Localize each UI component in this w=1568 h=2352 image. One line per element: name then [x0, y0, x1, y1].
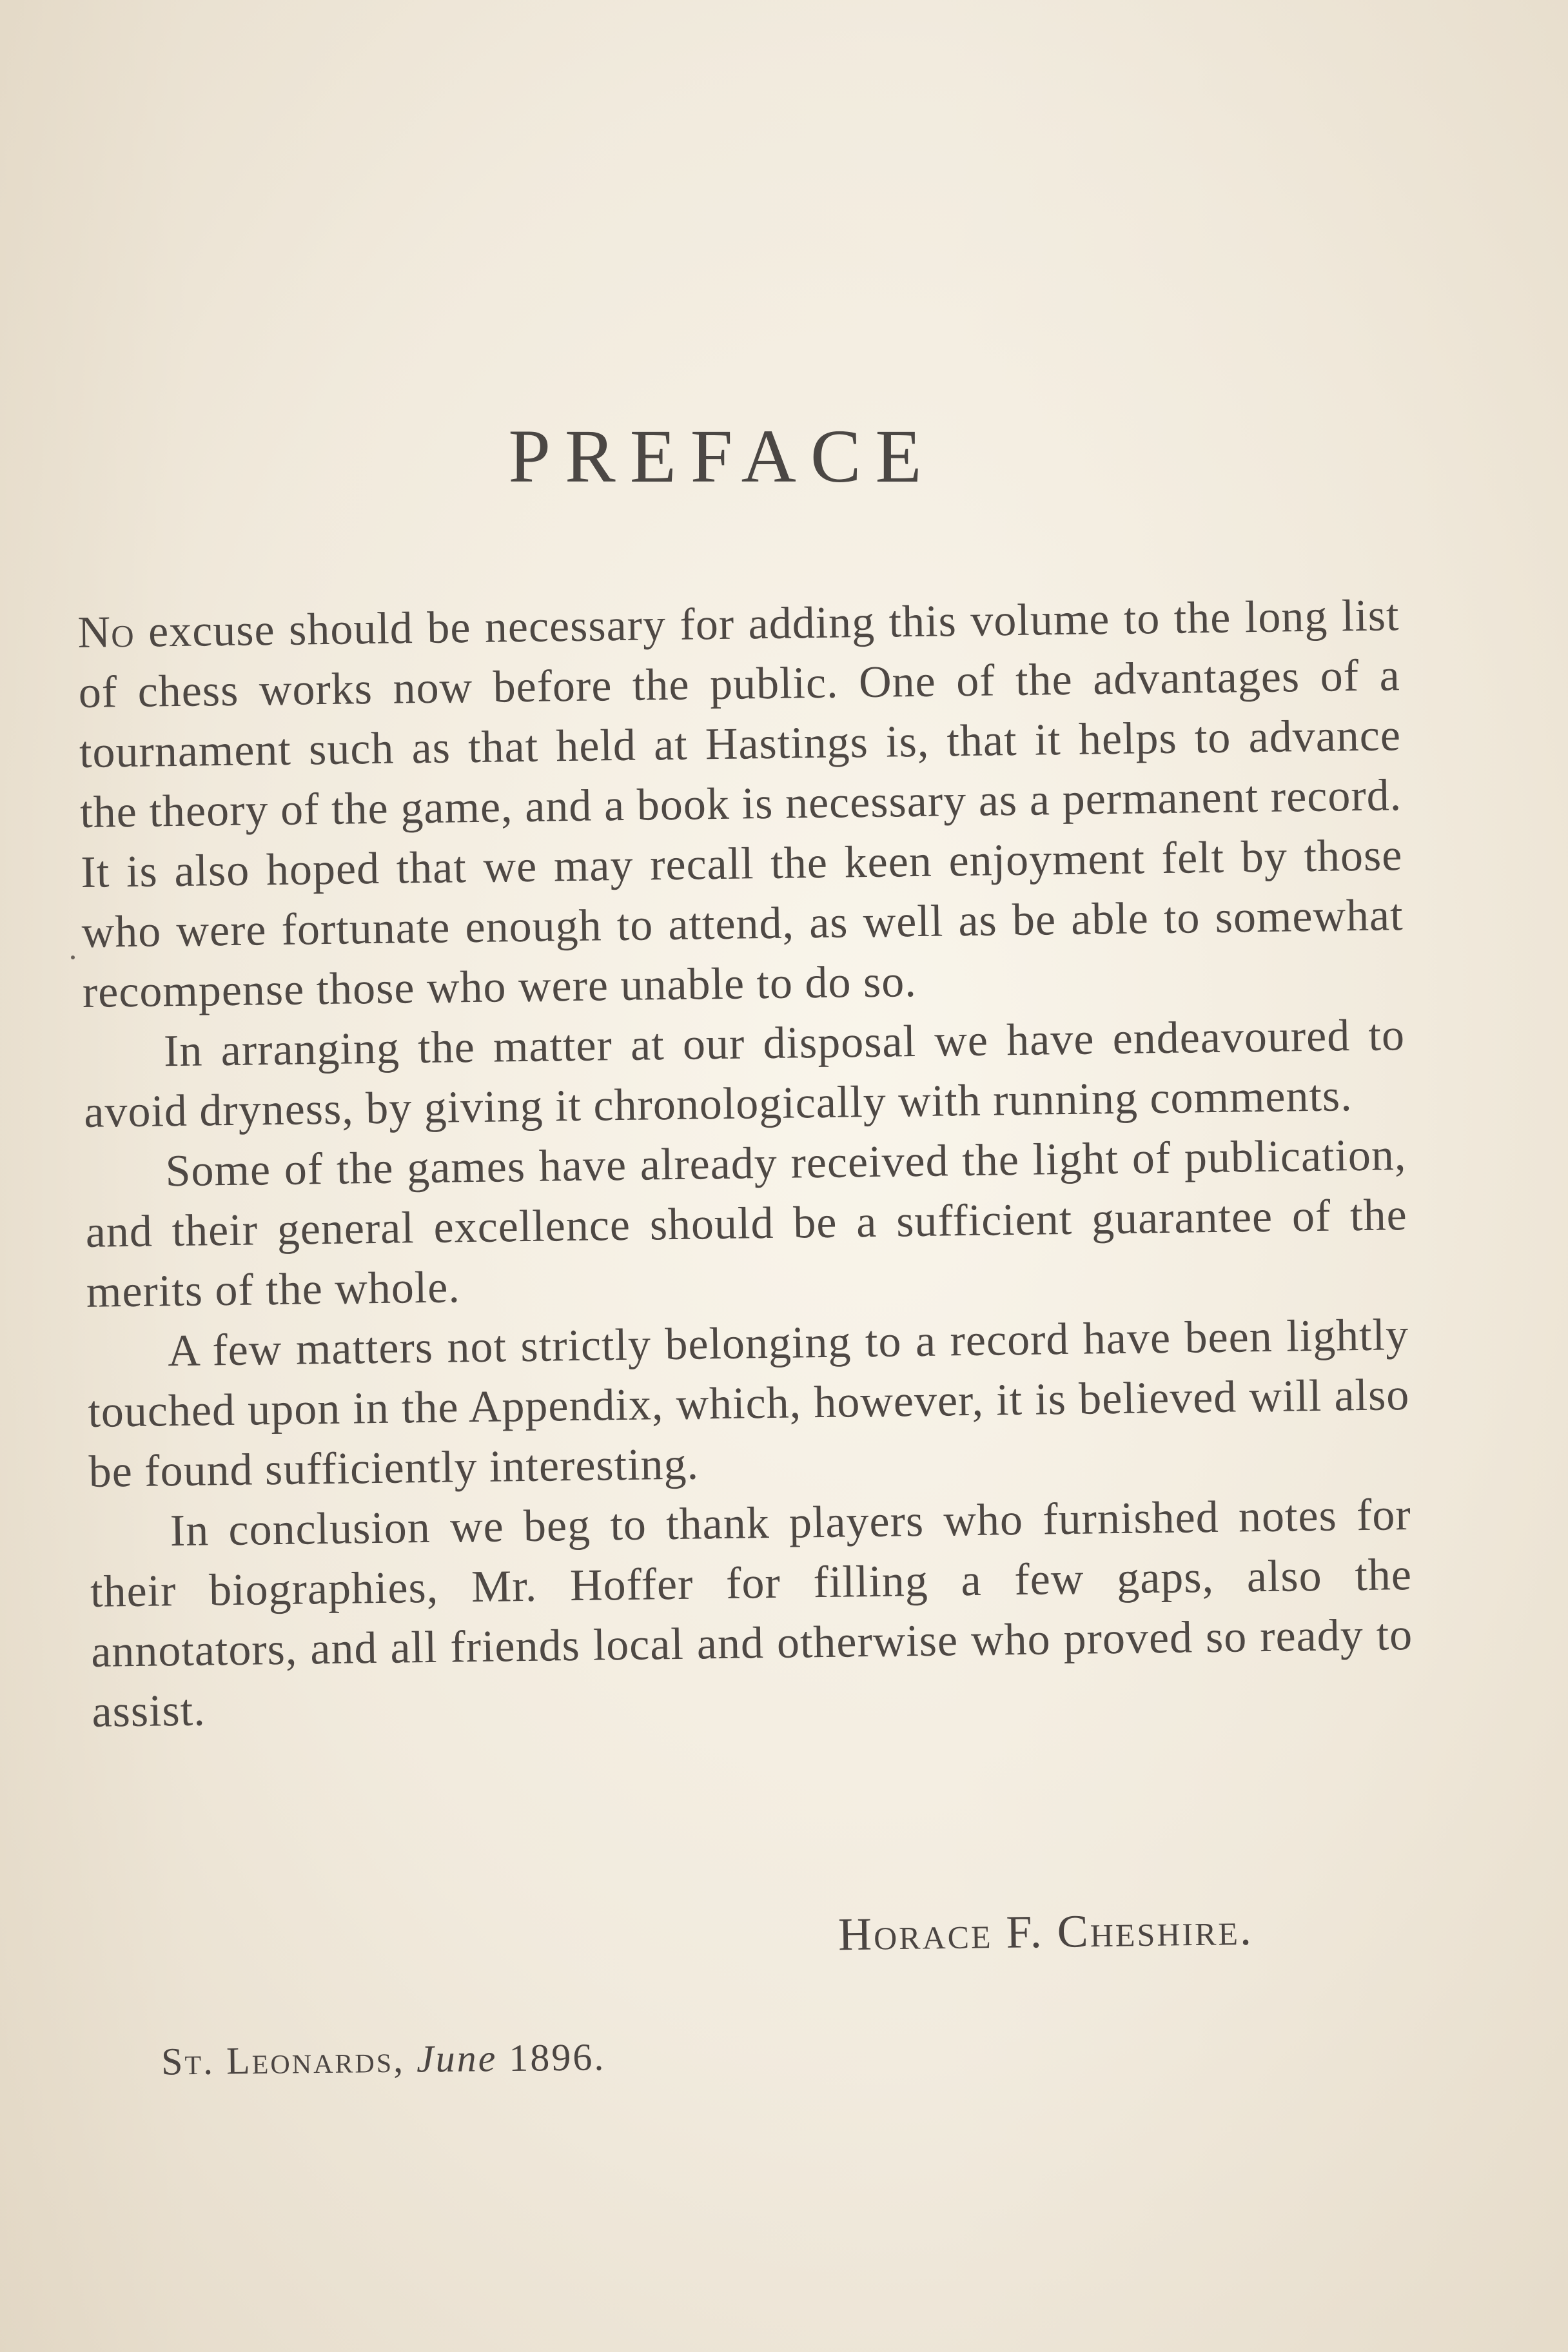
paragraph-5: In conclusion we beg to thank players who furnished notes for their biographies, Mr. Hoffer for filling a few gaps, also the annotators, and all friends local and otherwise who proved so ready to assist. — [90, 1490, 1413, 1737]
page-title: PREFACE — [508, 414, 936, 498]
dateline-place: St. Leonards, — [161, 2037, 406, 2083]
paragraph-1-text: excuse should be necessary for adding this volume to the long list of chess works now before the public. One of the advantages of a tournament such as that held at Hastings is, that it helps to advance the theory of the game, and a book is necessary as a permanent record. It is also hoped that we may recall the keen enjoyment felt by those who were fortunate enough to attend, as well as be able to somewhat recompense those who were unable to do so. — [78, 591, 1404, 1017]
paragraph-2: In arranging the matter at our disposal we have endeavoured to avoid dryness, by giving it chronologically with running comments. — [83, 1010, 1406, 1137]
ink-speck — [71, 956, 75, 959]
author-signature: Horace F. Cheshire. — [838, 1903, 1254, 1961]
paragraph-4: A few matters not strictly belonging to a record have been lightly touched upon in the Appendix, which, however, it is believed will also be found sufficiently interesting. — [87, 1310, 1410, 1497]
paragraph-1-lead: No — [77, 607, 135, 658]
preface-body — [77, 585, 1414, 1742]
dateline-month: June — [416, 2037, 498, 2081]
dateline — [161, 2035, 606, 2084]
paragraph-1 — [77, 585, 1404, 1023]
paragraph-3: Some of the games have already received the light of publication, and their general excellence should be a sufficient guarantee of the merits of the whole. — [85, 1130, 1408, 1317]
dateline-year: 1896. — [508, 2035, 606, 2079]
